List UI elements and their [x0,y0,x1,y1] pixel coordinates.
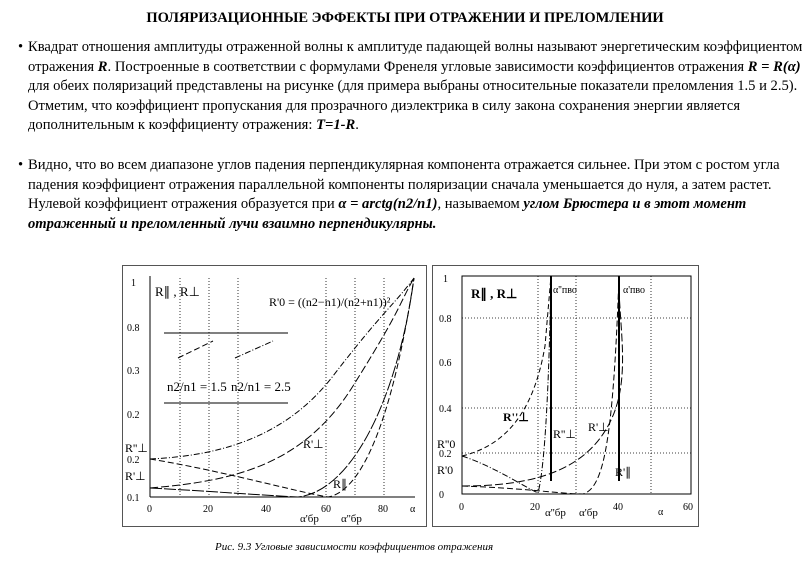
legend-title: R∥ , R⊥ [471,286,518,301]
label-r1-perp-curve: R'⊥ [303,437,324,451]
label-r1-perp: R'⊥ [588,420,609,434]
x-tick: 40 [613,502,623,513]
text: для обеих поляризаций представлены на рисунке (для примера выбраны относительные показатели преломления 1.5 и 2.5). Отметим, что коэффициент пропускания для прозрачного диэлектрика в силу закона сохранения энергии является дополнительным к коэффициенту отражения: [28,78,798,134]
y-tick: 1 [443,274,448,285]
plot-frame [462,276,691,494]
label-critical-1: α'пво [623,285,646,296]
text: Квадрат отношения амплитуды отраженной волны к амплитуде падающей волны называют энергетическим коэффициентом отражения [28,39,803,75]
slide-title: ПОЛЯРИЗАЦИОННЫЕ ЭФФЕКТЫ ПРИ ОТРАЖЕНИИ И ПРЕЛОМЛЕНИИ [146,10,664,26]
label-critical-2: α''пво [553,285,577,296]
reflection-chart-external [432,265,699,527]
label-r0-1: R'0 [437,463,454,477]
bullet-reflection-coefficient [12,38,808,136]
grid-lines [462,276,691,494]
label-brewster-1: α'бр [300,513,319,525]
label-brewster-2: α''бр [341,513,362,525]
bullet-marker: • [18,39,24,55]
y-tick: 0.1 [127,493,140,504]
y-tick: 0.2 [127,410,140,421]
curve-r1-par [462,276,619,494]
label-r-par: R∥ [333,477,348,491]
figure-caption: Рис. 9.3 Угловые зависимости коэффициентов отражения [215,541,494,553]
label-r1-perp: R'⊥ [125,469,146,483]
x-tick: 20 [203,504,213,515]
x-tick: 80 [378,504,388,515]
label-brewster-1: α'бр [579,507,598,519]
bullet-brewster [12,156,808,234]
x-tick: α [658,507,664,518]
legend-ratio-2: n2/n1 = 2.5 [231,379,291,394]
y-tick: 0.6 [439,358,452,369]
bullet-marker: • [18,157,24,173]
curve-r1-perp [462,276,623,486]
x-tick: 60 [683,502,693,513]
label-r2-perp: R''⊥ [125,441,148,455]
legend-title: R∥ , R⊥ [155,284,200,299]
text: Видно, что во всем диапазоне углов падения перпендикулярная компонента отражается сильнее. При этом с ростом угла падения коэффициент отражения параллельной компоненты поляризации сначала уменьшается до нуля, а затем растет. Нулевой коэффициент отражения образуется при [28,157,780,213]
legend-ratio-1: n2/n1 = 1.5 [167,379,227,394]
y-tick: 0.2 [439,449,452,460]
x-tick: 0 [459,502,464,513]
formula-brewster: α = arctg(n2/n1) [338,196,438,213]
label-brewster-2: α''бр [545,507,566,519]
y-tick: 0.8 [127,323,140,334]
text: , называемом [437,196,524,213]
label-r0-2: R''0 [437,437,456,451]
y-tick: 0.3 [127,366,140,377]
label-r2-perp-b: R''⊥ [553,427,576,441]
formula-r0: R'0 = ((n2−n1)/(n2+n1))² [269,295,391,309]
y-tick: 0 [439,490,444,501]
text: и в этот момент отраженный и преломленный лучи взаимно перпендикулярны. [28,196,747,232]
text: . [355,117,359,134]
y-tick: 0.4 [439,404,452,415]
label-r1-par: R'∥ [615,465,632,479]
x-tick: 40 [261,504,271,515]
reflection-chart-internal [122,265,427,527]
formula-transmission: T=1-R [316,117,356,134]
x-tick: α [410,504,416,515]
legend-line-dashed [178,341,213,358]
x-tick: 20 [530,502,540,513]
term-brewster-angle: углом Брюстера [523,196,629,213]
x-tick: 0 [147,504,152,515]
term-r: R [97,58,108,75]
formula-r-alpha: R = R(α) [747,58,801,75]
legend-line-dashdot [235,341,273,358]
text: . Построенные в соответствии с формулами Френеля угловые зависимости коэффициентов отражения [107,58,748,75]
y-tick: 1 [131,278,136,289]
label-r2-perp: R''⊥ [503,410,529,424]
x-tick: 60 [321,504,331,515]
y-tick: 0.8 [439,314,452,325]
y-tick: 0.2 [127,455,140,466]
